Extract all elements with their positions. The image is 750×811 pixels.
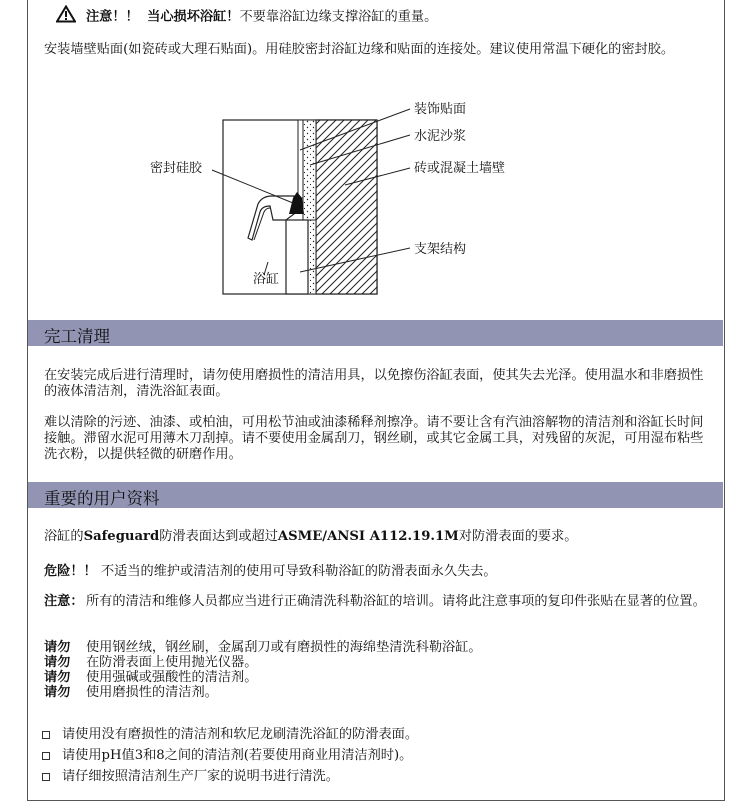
label-tile: 装饰贴面 (414, 102, 467, 117)
safeguard-mid: 防滑表面达到或超过 (159, 529, 278, 544)
warning-triangle-icon (56, 5, 76, 29)
dont-text: 使用磨损性的清洁剂。 (86, 685, 218, 700)
safeguard-post: 对防滑表面的要求。 (458, 529, 578, 544)
dont-label: 请勿 (44, 640, 71, 655)
dont-label: 请勿 (44, 655, 71, 670)
warning-emphasis: 当心损坏浴缸！ (147, 9, 240, 25)
dont-text: 在防滑表面上使用抛光仪器。 (86, 655, 258, 670)
dont-label: 请勿 (44, 685, 71, 700)
warning-text: 不要靠浴缸边缘支撑浴缸的重量。 (239, 9, 438, 25)
bullet-item (42, 769, 339, 785)
label-tub: 浴缸 (253, 272, 280, 287)
checkbox-bullet-icon (42, 752, 50, 760)
safeguard-standard: ASME/ANSI A112.19.1M (277, 529, 459, 544)
label-support: 支架结构 (414, 242, 467, 257)
label-mortar: 水泥沙浆 (414, 129, 467, 144)
dont-item (44, 685, 218, 700)
danger-label: 危险！！ (44, 564, 97, 579)
bullet-text: 请仔细按照清洁剂生产厂家的说明书进行清洗。 (62, 769, 339, 784)
section-header-user-info (28, 482, 723, 508)
bullet-text: 请使用pH值3和8之间的清洁剂(若要使用商业用清洁剂时)。 (62, 748, 413, 763)
danger-statement (44, 564, 497, 579)
dont-text: 使用钢丝绒，钢丝刷，金属刮刀或有磨损性的海绵垫清洗科勒浴缸。 (86, 640, 482, 655)
note-text: 所有的清洁和维修人员都应当进行正确清洗科勒浴缸的培训。请将此注意事项的复印件张贴在显著的位置。 (86, 594, 706, 609)
safeguard-statement (44, 529, 577, 544)
cleanup-paragraph-1: 在安装完成后进行清理时，请勿使用磨损性的清洁用具，以免擦伤浴缸表面，使其失去光泽。使用温水和非磨损性的液体清洁剂，清洗浴缸表面。 (44, 368, 704, 399)
label-sealant: 密封硅胶 (150, 161, 203, 176)
section-header-cleanup (28, 320, 723, 346)
section-title: 完工清理 (44, 327, 110, 346)
warning-label: 注意！！ (86, 9, 139, 25)
danger-text: 不适当的维护或清洁剂的使用可导致科勒浴缸的防滑表面永久失去。 (100, 564, 497, 579)
checkbox-bullet-icon (42, 731, 50, 739)
note-label: 注意： (44, 594, 84, 609)
dont-item (44, 670, 257, 685)
checkbox-bullet-icon (42, 773, 50, 781)
safeguard-pre: 浴缸的 (44, 529, 84, 544)
bullet-text: 请使用没有磨损性的清洁剂和软尼龙刷清洗浴缸的防滑表面。 (62, 727, 419, 742)
safeguard-brand: Safeguard (83, 529, 160, 544)
bullet-item (42, 748, 412, 764)
dont-item (44, 655, 257, 670)
dont-item (44, 640, 482, 655)
install-instructions: 安装墙壁贴面(如瓷砖或大理石贴面)。用硅胶密封浴缸边缘和贴面的连接处。建议使用常温下硬化的密封胶。 (44, 42, 675, 57)
warning-line (56, 5, 437, 29)
cleanup-paragraph-2: 难以清除的污迹、油漆、或柏油，可用松节油或油漆稀释剂擦净。请不要让含有汽油溶解物的清洁剂和浴缸长时间接触。滞留水泥可用薄木刀刮掉。请不要使用金属刮刀，钢丝刷，或其它金属工具，对残留的灰泥，可用湿布粘些洗衣粉，以提供轻微的研磨作用。 (44, 415, 704, 462)
section-title: 重要的用户资料 (44, 489, 160, 508)
dont-label: 请勿 (44, 670, 71, 685)
bullet-item (42, 727, 418, 743)
installation-diagram (140, 96, 540, 301)
dont-text: 使用强碱或强酸性的清洁剂。 (86, 670, 258, 685)
note-statement (44, 594, 712, 610)
label-wall: 砖或混凝土墙壁 (414, 161, 506, 176)
